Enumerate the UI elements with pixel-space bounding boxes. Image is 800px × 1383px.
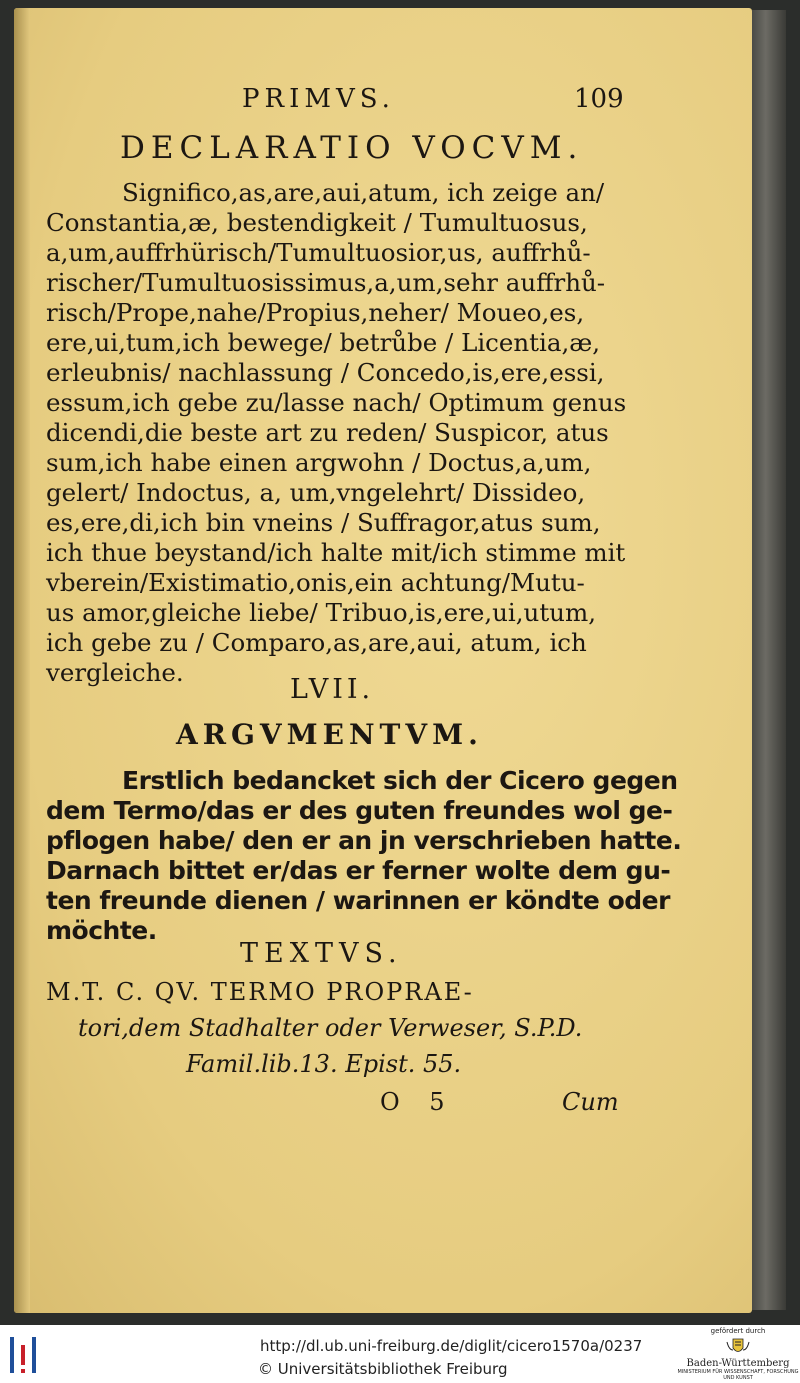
running-head: PRIMVS. — [242, 84, 395, 114]
textus-heading: TEXTVS. — [240, 938, 403, 969]
declaratio-line: vergleiche. — [46, 658, 184, 687]
declaratio-line: a,um,auffrhürisch/Tumultuosior,us, auffrhů- — [46, 238, 591, 267]
ub-freiburg-logo-icon — [6, 1333, 42, 1377]
argumentum-line: ten freunde dienen / warinnen er köndte oder — [46, 886, 670, 915]
argumentum-line: Darnach bittet er/das er ferner wolte dem gu- — [46, 856, 671, 885]
permalink-url[interactable]: http://dl.ub.uni-freiburg.de/diglit/cicero1570a/0237 — [260, 1337, 643, 1355]
page-edge-left — [14, 8, 30, 1313]
declaratio-heading: DECLARATIO VOCVM. — [120, 130, 584, 166]
declaratio-line: ich thue beystand/ich halte mit/ich stimme mit — [46, 538, 626, 567]
declaratio-line: es,ere,di,ich bin vneins / Suffragor,atus sum, — [46, 508, 601, 537]
signature-mark: O 5 — [380, 1088, 445, 1116]
declaratio-line: sum,ich habe einen argwohn / Doctus,a,um, — [46, 448, 592, 477]
argumentum-line: möchte. — [46, 916, 157, 945]
coat-of-arms-icon — [725, 1336, 751, 1358]
declaratio-line: gelert/ Indoctus, a, um,vngelehrt/ Dissideo, — [46, 478, 586, 507]
declaratio-line: risch/Prope,nahe/Propius,neher/ Moueo,es, — [46, 298, 585, 327]
argumentum-heading: ARGVMENTVM. — [176, 718, 483, 751]
declaratio-line: erleubnis/ nachlassung / Concedo,is,ere,essi, — [46, 358, 605, 387]
page-edge-right — [752, 10, 786, 1310]
textus-source-line: Famil.lib.13. Epist. 55. — [186, 1050, 462, 1078]
argumentum-line: pflogen habe/ den er an jn verschrieben hatte. — [46, 826, 682, 855]
declaratio-line: dicendi,die beste art zu reden/ Suspicor, atus — [46, 418, 609, 447]
declaratio-line: Significo,as,are,aui,atum, ich zeige an/ — [122, 178, 605, 207]
declaratio-line: ere,ui,tum,ich bewege/ betrůbe / Licentia,æ, — [46, 328, 601, 357]
declaratio-line: ich gebe zu / Comparo,as,are,aui, atum, ich — [46, 628, 587, 657]
declaratio-line: vberein/Existimatio,onis,ein achtung/Mutu- — [46, 568, 585, 597]
copyright-notice: © Universitätsbibliothek Freiburg — [258, 1360, 508, 1378]
argumentum-line: Erstlich bedancket sich der Cicero gegen — [122, 766, 678, 795]
textus-address-line: M.T. C. QV. TERMO PROPRAE- — [46, 978, 474, 1006]
declaratio-line: us amor,gleiche liebe/ Tribuo,is,ere,ui,utum, — [46, 598, 596, 627]
page-number: 109 — [574, 84, 624, 114]
sponsor-name: Baden-Württemberg — [686, 1358, 790, 1369]
sponsor-prefix: gefördert durch — [710, 1327, 766, 1335]
declaratio-line: essum,ich gebe zu/lasse nach/ Optimum genus — [46, 388, 627, 417]
textus-address-line: tori,dem Stadhalter oder Verweser, S.P.D. — [78, 1014, 583, 1042]
sponsor-block — [676, 1327, 800, 1383]
declaratio-line: rischer/Tumultuosissimus,a,um,sehr auffrhů- — [46, 268, 606, 297]
section-number: LVII. — [290, 674, 375, 705]
sponsor-ministry: MINISTERIUM FÜR WISSENSCHAFT, FORSCHUNG UND KUNST — [677, 1369, 799, 1381]
catchword: Cum — [562, 1088, 619, 1116]
argumentum-line: dem Termo/das er des guten freundes wol ge- — [46, 796, 673, 825]
declaratio-line: Constantia,æ, bestendigkeit / Tumultuosus, — [46, 208, 588, 237]
